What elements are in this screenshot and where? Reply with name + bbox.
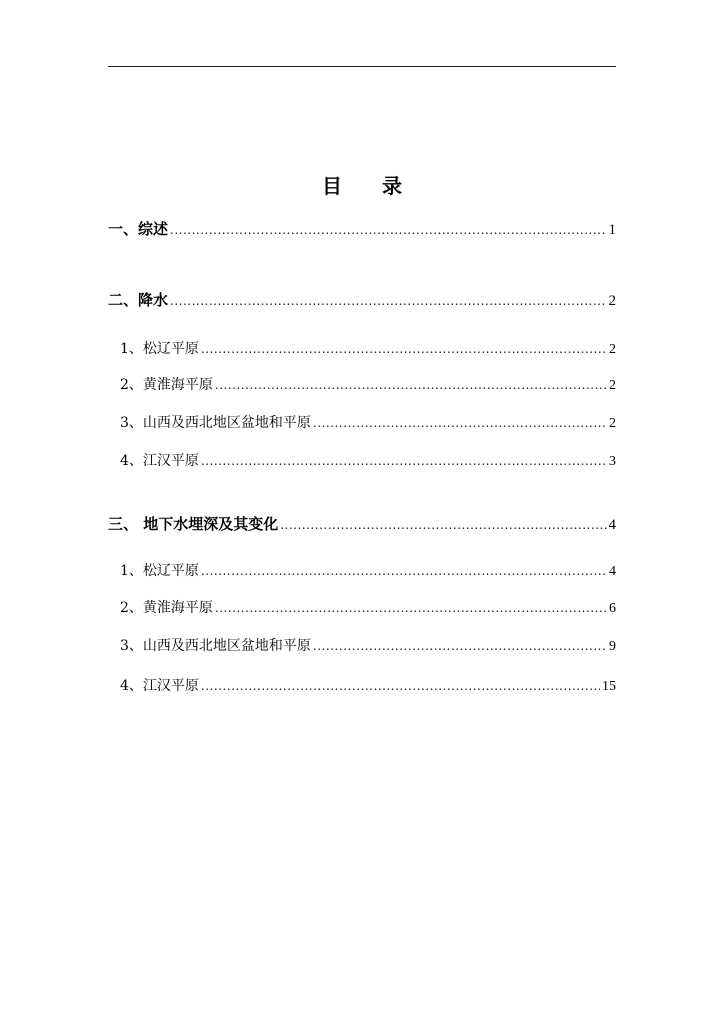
- toc-entry-2-4[interactable]: [120, 450, 616, 470]
- toc-entry-page: 6: [609, 601, 616, 616]
- toc-entry-3-3[interactable]: [120, 635, 616, 655]
- toc-title: [0, 170, 724, 199]
- toc-entry-page: 1: [608, 222, 616, 238]
- toc-leader-dots: [313, 638, 607, 654]
- toc-leader-dots: [215, 377, 607, 393]
- toc-leader-dots: [201, 563, 607, 579]
- toc-leader-dots: [201, 341, 607, 357]
- toc-entry-label: 4、江汉平原: [120, 678, 199, 694]
- toc-title-left: 目: [322, 174, 342, 198]
- toc-entry-label: 2、黄淮海平原: [120, 377, 213, 393]
- toc-entry-3-1[interactable]: [120, 560, 616, 580]
- toc-leader-dots: [280, 515, 606, 533]
- toc-leader-dots: [170, 291, 606, 309]
- toc-entry-page: 4: [609, 564, 616, 579]
- toc-entry-page: 4: [608, 517, 616, 533]
- toc-leader-dots: [201, 453, 607, 469]
- header-rule: [108, 66, 616, 67]
- toc-entry-section-2[interactable]: [108, 289, 616, 310]
- toc-entry-label: 1、松辽平原: [120, 341, 199, 357]
- toc-entry-3-4[interactable]: [120, 675, 616, 695]
- toc-entry-section-3[interactable]: [108, 513, 616, 534]
- toc-title-right: 录: [382, 174, 402, 198]
- toc-entry-page: 2: [609, 378, 616, 393]
- toc-leader-dots: [215, 600, 607, 616]
- toc-entry-page: 2: [609, 416, 616, 431]
- toc-entry-label: 3、山西及西北地区盆地和平原: [120, 415, 311, 431]
- toc-entry-section-1[interactable]: [108, 218, 616, 239]
- toc-entry-page: 9: [609, 639, 616, 654]
- toc-entry-label: 一、综述: [108, 220, 169, 238]
- toc-entry-page: 3: [609, 454, 616, 469]
- toc-entry-page: 2: [609, 342, 616, 357]
- toc-entry-label: 三、 地下水埋深及其变化: [108, 515, 279, 533]
- toc-entry-label: 1、松辽平原: [120, 563, 199, 579]
- toc-entry-2-3[interactable]: [120, 412, 616, 432]
- toc-leader-dots: [201, 678, 600, 694]
- toc-entry-2-1[interactable]: [120, 338, 616, 358]
- toc-entry-page: 15: [602, 679, 616, 694]
- toc-entry-label: 2、黄淮海平原: [120, 600, 213, 616]
- toc-entry-3-2[interactable]: [120, 597, 616, 617]
- toc-leader-dots: [170, 220, 606, 238]
- toc-entry-label: 4、江汉平原: [120, 453, 199, 469]
- toc-entry-2-2[interactable]: [120, 374, 616, 394]
- toc-entry-label: 3、山西及西北地区盆地和平原: [120, 638, 311, 654]
- toc-entry-page: 2: [608, 293, 616, 309]
- toc-entry-label: 二、降水: [108, 291, 169, 309]
- toc-leader-dots: [313, 415, 607, 431]
